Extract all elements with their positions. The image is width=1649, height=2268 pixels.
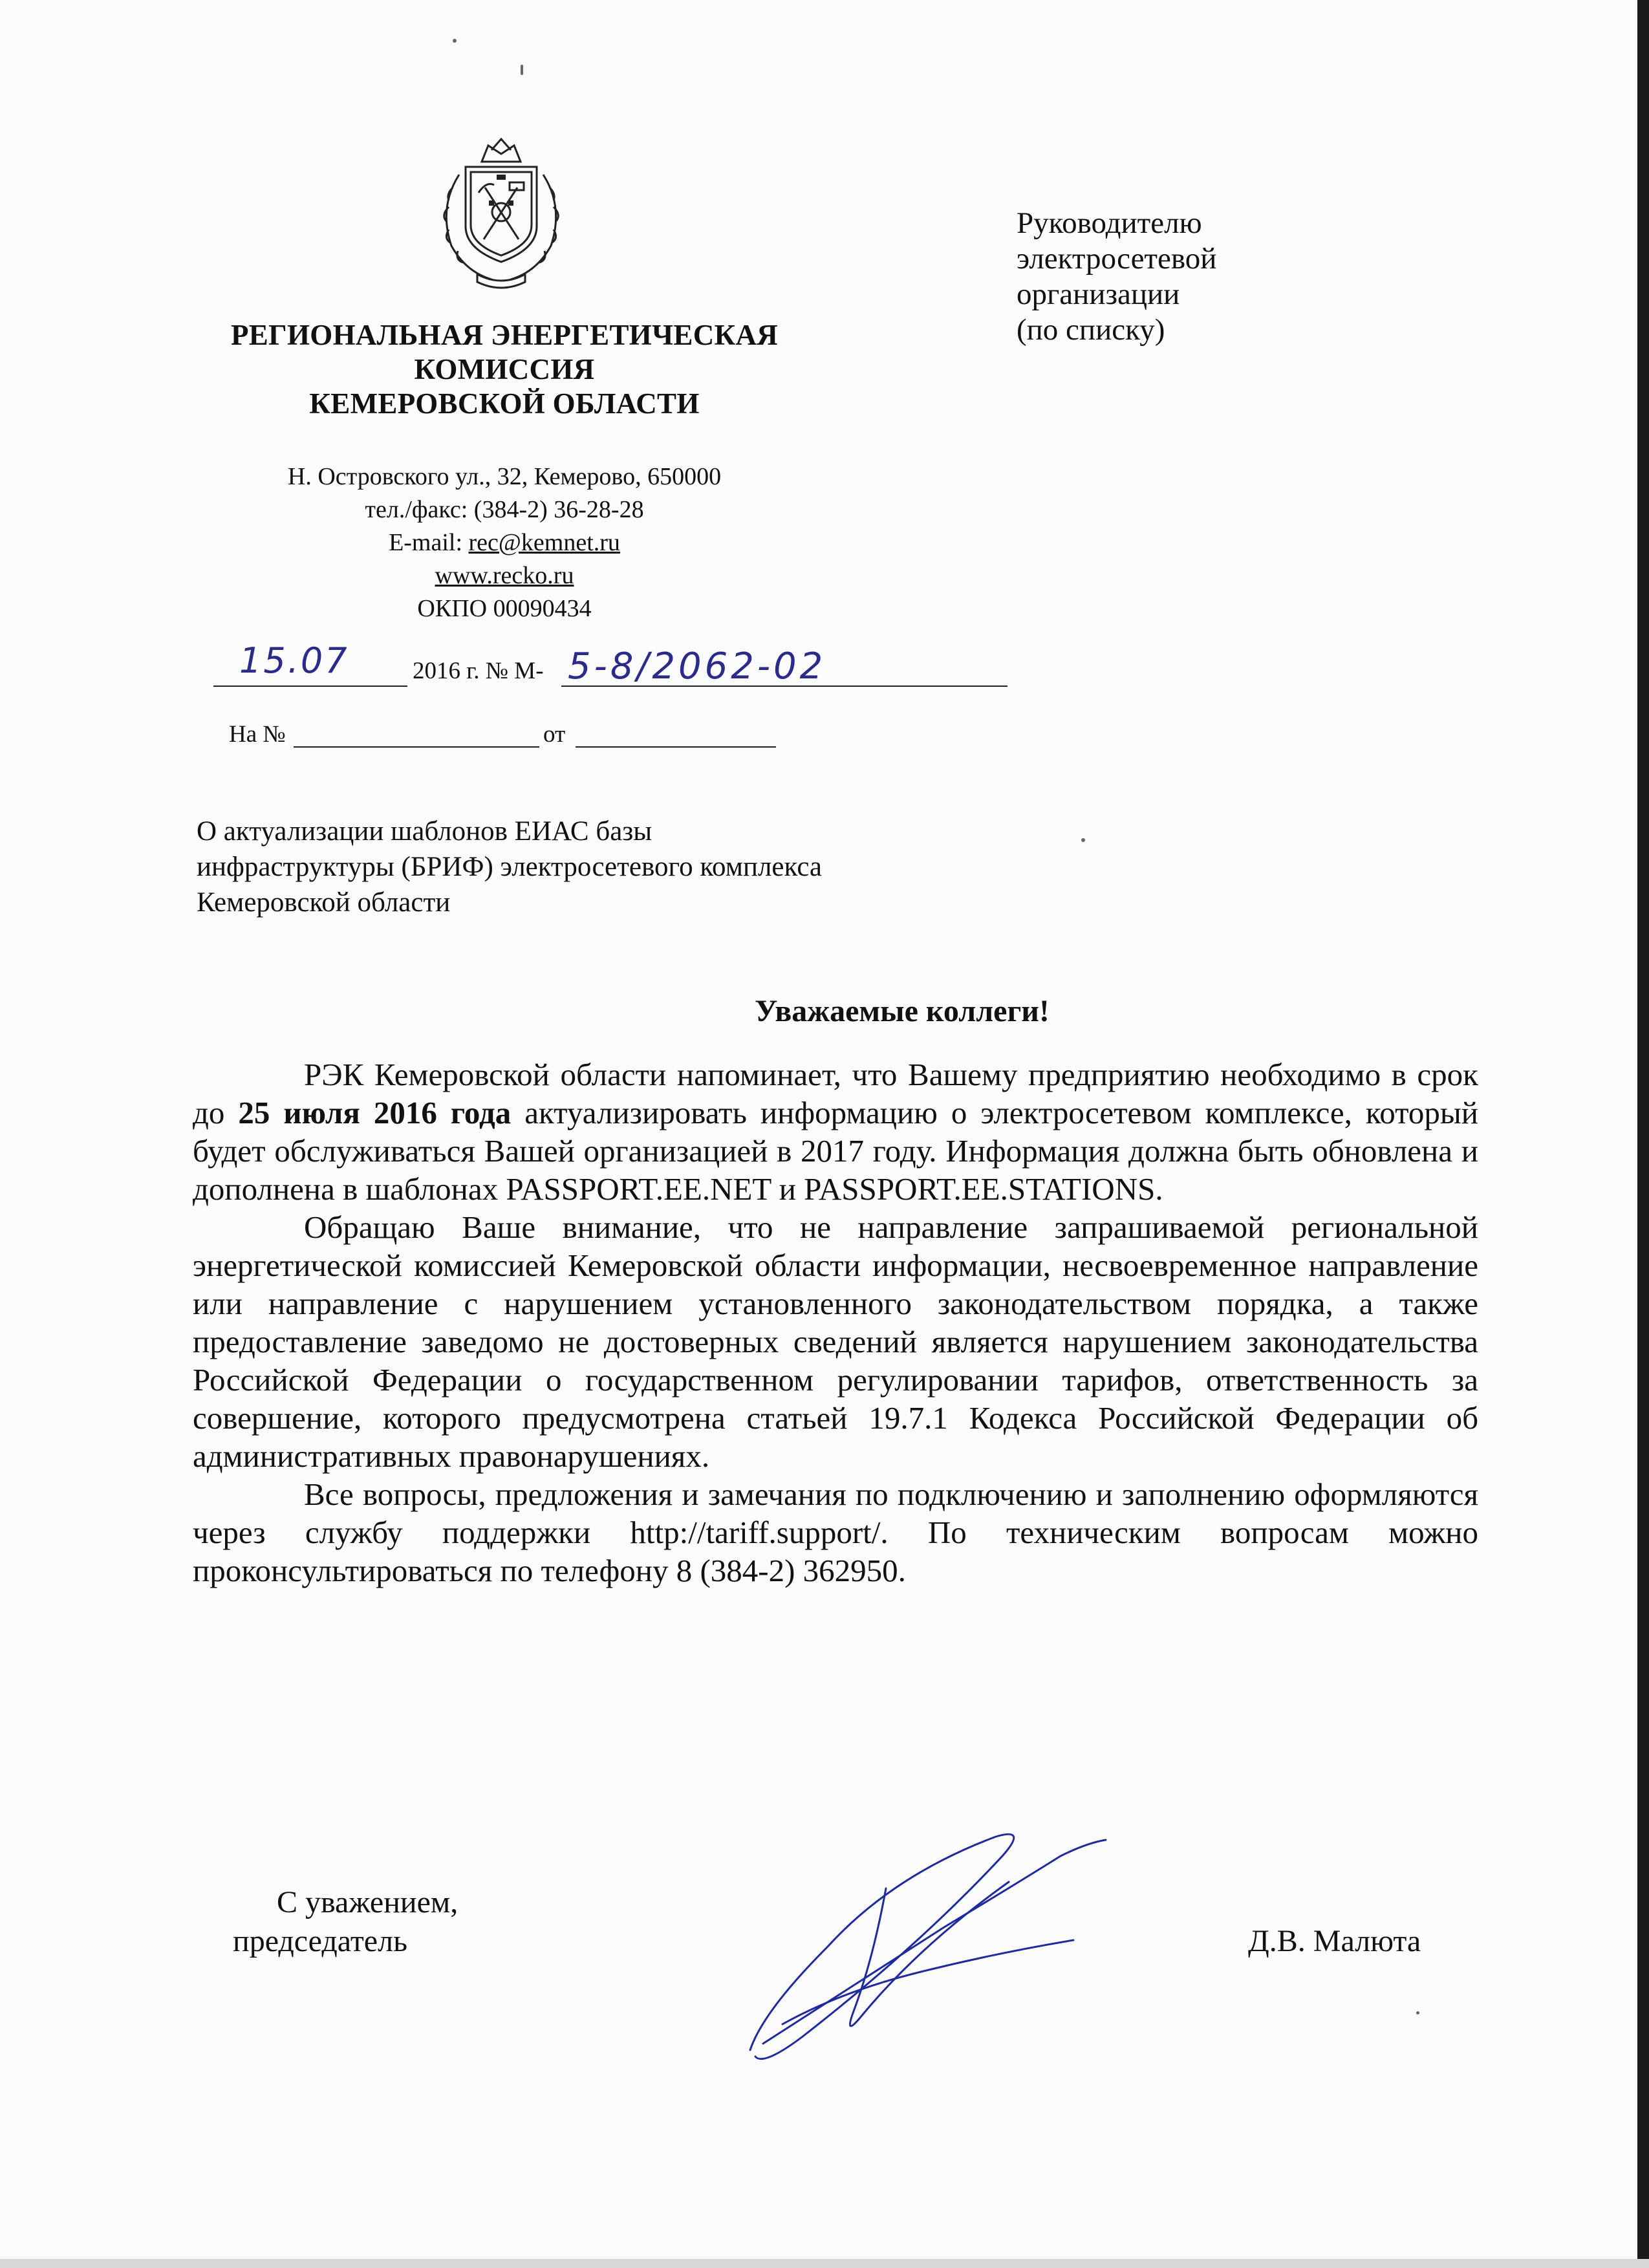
subject-line1: О актуализации шаблонов ЕИАС базы <box>197 816 652 847</box>
closing-regards: С уважением, <box>277 1885 458 1919</box>
scan-speck <box>1081 838 1085 842</box>
body-paragraph-1 <box>193 1055 1478 1208</box>
addressee-line3: организации <box>1017 277 1180 311</box>
p1-deadline: 25 июля 2016 года <box>238 1095 512 1130</box>
closing-block <box>233 1883 621 1961</box>
org-name-line2: КОМИССИЯ <box>414 353 595 385</box>
reply-no-line <box>294 717 539 748</box>
reply-from-line <box>576 717 776 748</box>
body-paragraph-3: Все вопросы, предложения и замечания по подключению и заполнению оформляются через службу поддержки http://tariff.support/. По техническим вопросам можно проконсультироваться по телефону 8 (384-2) 362950. <box>193 1476 1478 1588</box>
year-number-label: 2016 г. № М- <box>413 658 544 684</box>
kemerovo-coat-of-arms-icon <box>427 136 576 294</box>
addressee-line1: Руководителю <box>1017 206 1202 240</box>
website-link[interactable]: www.recko.ru <box>435 562 574 589</box>
handwritten-date: 15.07 <box>239 640 349 681</box>
subject-line2: инфраструктуры (БРИФ) электросетевого комплекса <box>197 852 823 882</box>
org-address: Н. Островского ул., 32, Кемерово, 650000 <box>287 463 722 490</box>
org-phone: тел./факс: (384-2) 36-28-28 <box>365 496 644 523</box>
org-email-row <box>213 526 795 559</box>
addressee-block <box>1017 206 1405 348</box>
contact-block <box>213 460 795 625</box>
email-label: E-mail: <box>389 529 469 556</box>
addressee-line4: (по списку) <box>1017 313 1165 347</box>
reply-no-label: На № <box>229 721 286 748</box>
handwritten-number: 5-8/2062-02 <box>568 645 826 687</box>
p1-text-before: РЭК Кемеровской области напоминает, что Вашему предприятию необходимо в срок до <box>193 1057 1478 1130</box>
letter-body <box>193 1055 1478 1590</box>
organization-header <box>194 318 815 421</box>
p1-text-after: актуализировать информацию о электросетевом комплексе, который будет обслуживаться Вашей организацией в 2017 году. Информация должна быть обновлена и дополнена в шаблонах PASSPORT.EE.NET и PASSPORT.EE.STATIONS. <box>193 1095 1478 1207</box>
scan-speck <box>521 65 523 75</box>
reply-from-label: от <box>543 721 566 748</box>
scan-edge-bottom <box>0 2259 1649 2268</box>
reply-reference <box>229 717 811 755</box>
org-name-line1: РЕГИОНАЛЬНАЯ ЭНЕРГЕТИЧЕСКАЯ <box>230 319 779 351</box>
org-name-line3: КЕМЕРОВСКОЙ ОБЛАСТИ <box>309 387 700 420</box>
signer-name: Д.В. Малюта <box>1248 1924 1421 1958</box>
scan-speck <box>1416 2011 1419 2014</box>
body-paragraph-2: Обращаю Ваше внимание, что не направление запрашиваемой региональной энергетической комиссией Кемеровской области информации, несвоевременное направление или направление с нарушением установленного законодательством порядка, а также предоставление заведомо не достоверных сведений является нарушением законодательства Российской Федерации о государственном регулировании тарифов, ответственность за совершение, которого предусмотрена статьей 19.7.1 Кодекса Российской Федерации об административных правонарушениях. <box>193 1209 1478 1474</box>
org-okpo: ОКПО 00090434 <box>417 595 592 622</box>
handwritten-signature <box>724 1817 1138 2076</box>
email-link[interactable]: rec@kemnet.ru <box>468 529 620 556</box>
closing-title: председатель <box>233 1924 407 1958</box>
subject-line3: Кемеровской области <box>197 887 451 918</box>
salutation: Уважаемые коллеги! <box>755 994 1050 1028</box>
subject-block <box>197 814 973 920</box>
addressee-line2: электросетевой <box>1017 242 1217 275</box>
scan-speck <box>453 39 457 43</box>
scan-edge-right <box>1637 0 1649 2268</box>
